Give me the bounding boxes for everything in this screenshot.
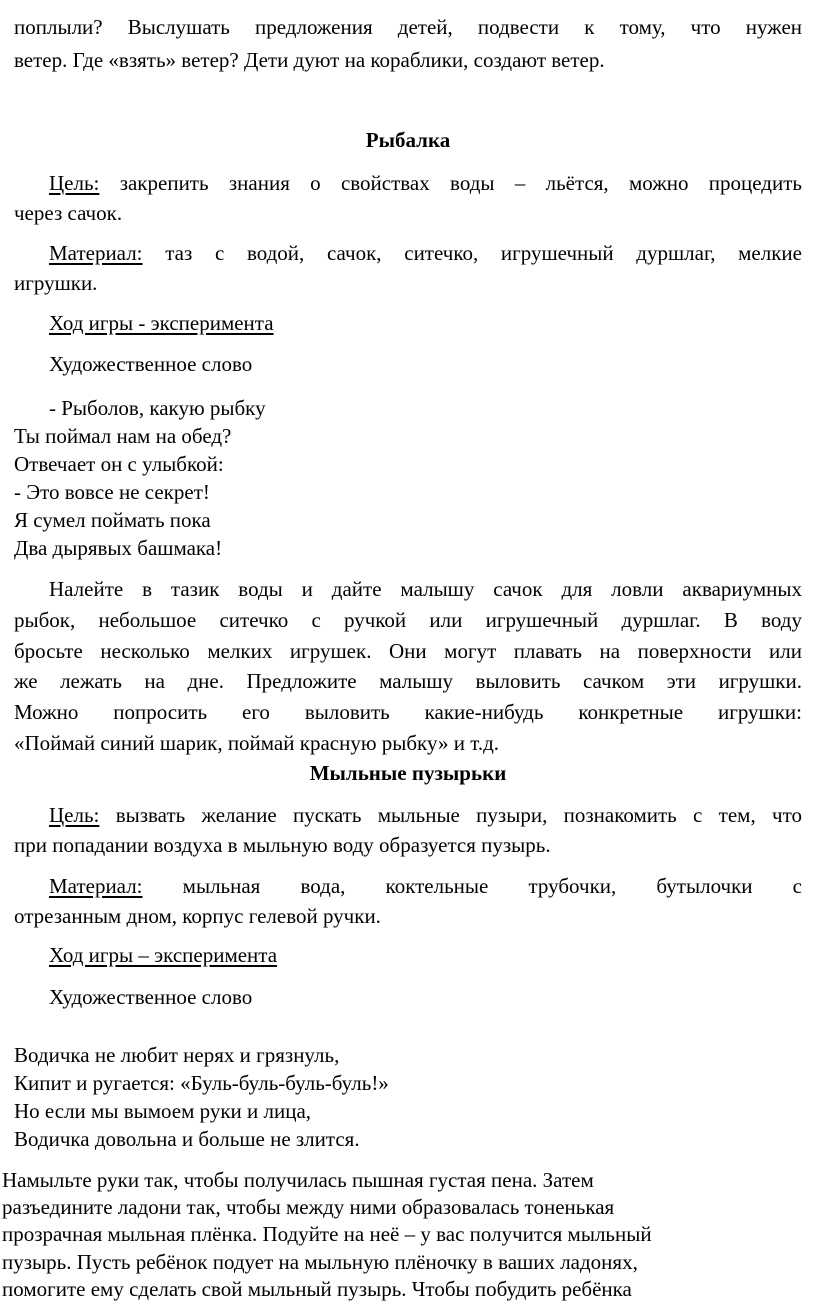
poem-line: Два дырявых башмака!: [14, 536, 223, 560]
poem-line: Я сумел поймать пока: [14, 508, 211, 532]
body-line: разъедините ладони так, чтобы между ними образовалась тоненькая: [2, 1195, 615, 1219]
body-line: прозрачная мыльная плёнка. Подуйте на неё – у вас получится мыльный: [2, 1222, 652, 1246]
art-word-heading: Художественное слово: [49, 352, 253, 376]
poem-line: Кипит и ругается: «Буль-буль-буль-буль!»: [14, 1071, 389, 1095]
material-label: Материал:: [49, 874, 143, 898]
process-heading: Ход игры – эксперимента: [49, 943, 278, 967]
goal-text: закрепить знания о свойствах воды – льётся, можно процедить: [99, 171, 802, 195]
material-label: Материал:: [49, 241, 143, 265]
poem-line: Но если мы вымоем руки и лица,: [14, 1099, 312, 1123]
poem-line: Отвечает он с улыбкой:: [14, 452, 224, 476]
material-line-1: [14, 872, 802, 901]
material-line-2: отрезанным дном, корпус гелевой ручки.: [14, 904, 381, 928]
body-line: рыбок, небольшое ситечко с ручкой или игрушечный дуршлаг. В воду: [14, 608, 802, 632]
material-text: мыльная вода, коктельные трубочки, бутылочки с: [142, 874, 802, 898]
body-line: «Поймай синий шарик, поймай красную рыбку» и т.д.: [14, 731, 500, 755]
intro-line-2: ветер. Где «взять» ветер? Дети дуют на кораблики, создают ветер.: [14, 48, 605, 72]
goal-label: Цель:: [49, 803, 100, 827]
body-line: же лежать на дне. Предложите малышу выловить сачком эти игрушки.: [14, 669, 802, 693]
process-heading: Ход игры - эксперимента: [49, 311, 274, 335]
goal-label: Цель:: [49, 171, 100, 195]
goal-line-1: [14, 169, 802, 198]
body-line: Налейте в тазик воды и дайте малышу сачок для ловли аквариумных: [49, 577, 802, 601]
art-word-heading: Художественное слово: [49, 985, 253, 1009]
section-title-bubbles: Мыльные пузырьки: [309, 761, 507, 785]
poem-line: - Это вовсе не секрет!: [14, 480, 210, 504]
intro-line-1: поплыли? Выслушать предложения детей, подвести к тому, что нужен: [14, 15, 802, 39]
body-line: помогите ему сделать свой мыльный пузырь. Чтобы побудить ребёнка: [2, 1277, 632, 1301]
goal-text: вызвать желание пускать мыльные пузыри, познакомить с тем, что: [99, 803, 802, 827]
material-line-2: игрушки.: [14, 271, 98, 295]
body-line: пузырь. Пусть ребёнок подует на мыльную плёночку в ваших ладонях,: [2, 1250, 638, 1274]
poem-line: Ты поймал нам на обед?: [14, 424, 232, 448]
material-text: таз с водой, сачок, ситечко, игрушечный дуршлаг, мелкие: [142, 241, 802, 265]
poem-line: - Рыболов, какую рыбку: [49, 396, 266, 420]
body-line: бросьте несколько мелких игрушек. Они могут плавать на поверхности или: [14, 639, 802, 663]
poem-line: Водичка не любит нерях и грязнуль,: [14, 1043, 340, 1067]
material-line-1: [14, 239, 802, 268]
poem-line: Водичка довольна и больше не злится.: [14, 1127, 360, 1151]
body-line: Можно попросить его выловить какие-нибудь конкретные игрушки:: [14, 700, 802, 724]
goal-line-2: при попадании воздуха в мыльную воду образуется пузырь.: [14, 833, 551, 857]
goal-line-1: [14, 801, 802, 830]
goal-line-2: через сачок.: [14, 201, 123, 225]
body-line: Намыльте руки так, чтобы получилась пышная густая пена. Затем: [2, 1168, 594, 1192]
section-title-fishing: Рыбалка: [365, 128, 451, 152]
